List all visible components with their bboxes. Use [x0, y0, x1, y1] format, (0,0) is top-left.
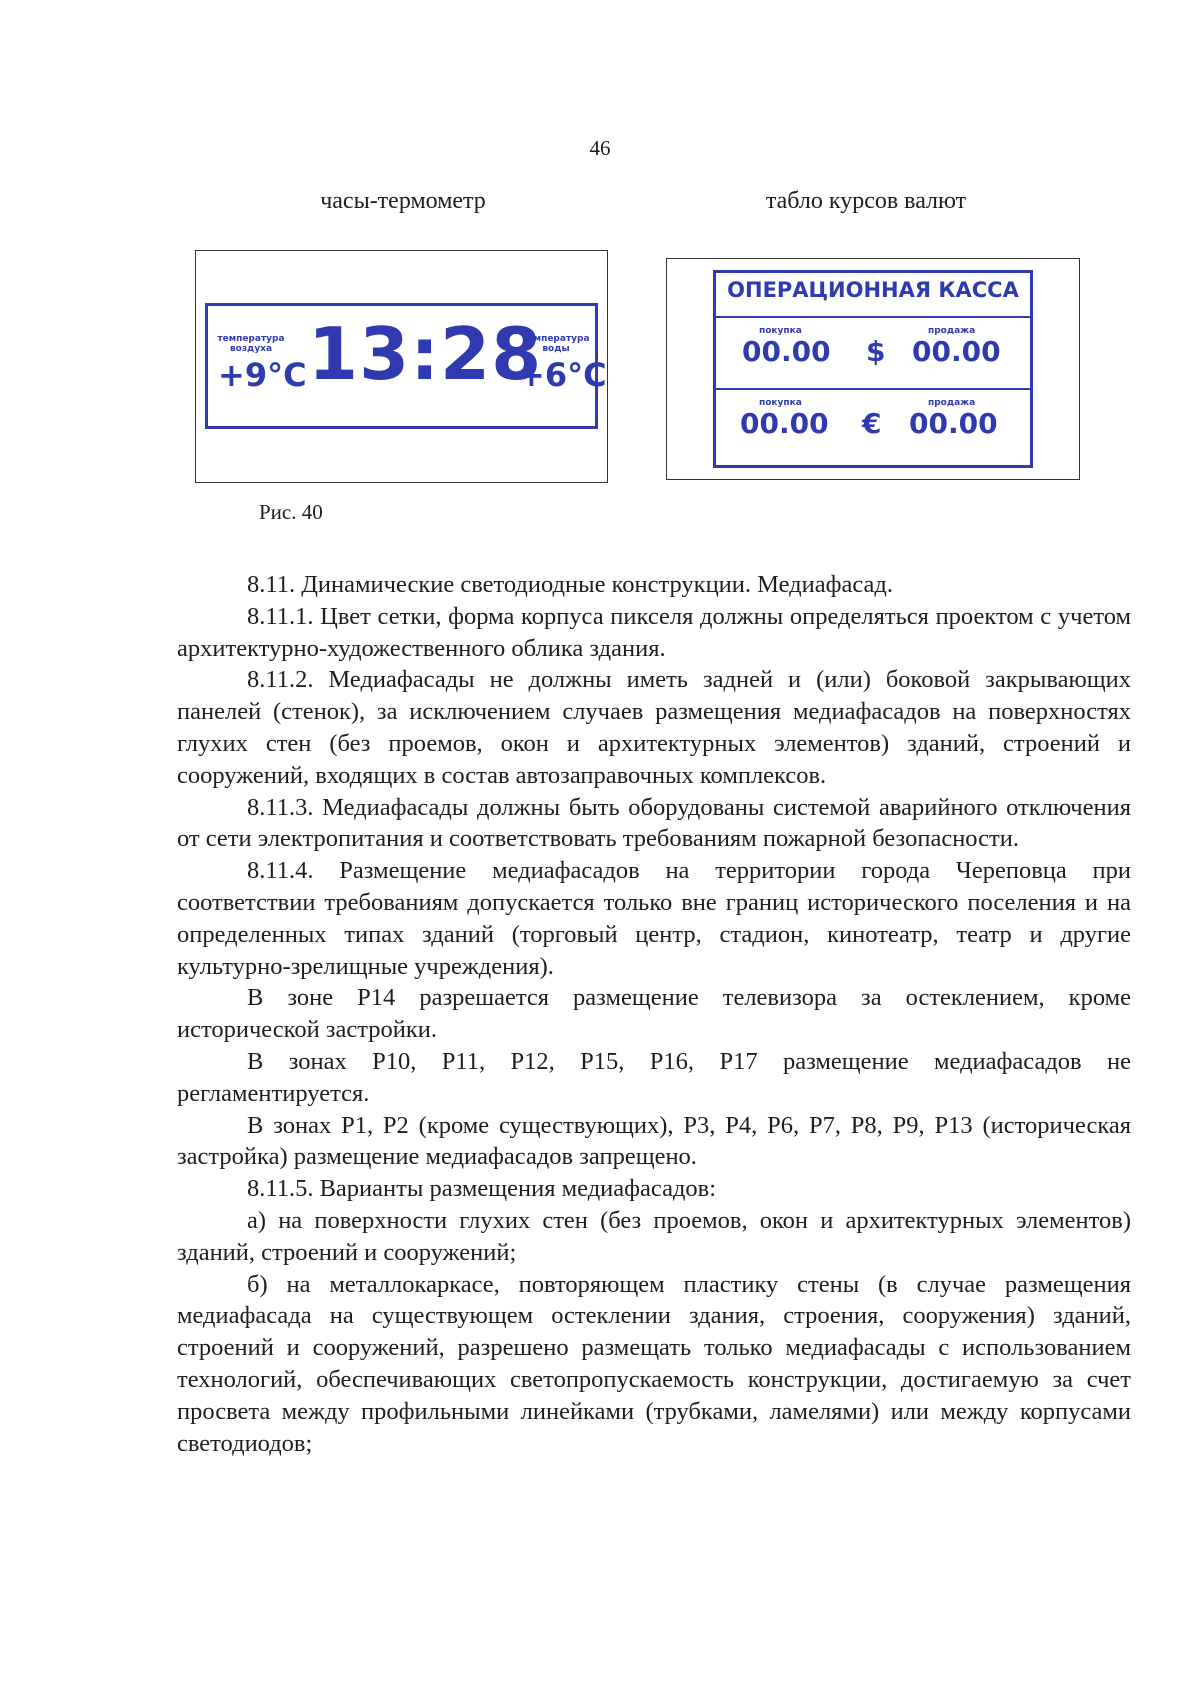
eur-sell-value: 00.00 — [909, 407, 998, 440]
water-temp-label-line2: воды — [542, 344, 570, 354]
figure-caption-clock: часы-термометр — [320, 188, 486, 214]
dollar-icon: $ — [866, 335, 886, 368]
paragraph-8-11-5: 8.11.5. Варианты размещения медиафасадов: — [247, 1175, 717, 1203]
currency-board — [713, 270, 1033, 468]
currency-divider-middle — [716, 388, 1030, 390]
water-temp: +6°C — [518, 356, 607, 394]
water-temp-label-line1: температура — [522, 334, 590, 344]
paragraph-zone-p14: В зоне Р14 разрешается размещение телевизора за остеклением, кроме исторической застройки. — [177, 984, 1131, 1044]
paragraph-8-11: 8.11. Динамические светодиодные конструкции. Медиафасад. — [247, 571, 894, 598]
water-temp-label — [521, 334, 591, 354]
air-temp: +9°C — [218, 356, 307, 394]
paragraph-8-11-1: 8.11.1. Цвет сетки, форма корпуса пикселя должны определяться проектом с учетом архитектурно-художественного облика здания. — [177, 602, 1131, 662]
page-number: 46 — [589, 136, 611, 160]
figure-caption-currency: табло курсов валют — [765, 188, 967, 214]
air-temp-label — [216, 334, 286, 354]
clock-display — [205, 303, 607, 429]
paragraph-zones-unregulated: В зонах Р10, Р11, Р12, Р15, Р16, Р17 размещение медиафасадов не регламентируется. — [177, 1047, 1131, 1107]
usd-sell-value: 00.00 — [912, 335, 1001, 368]
usd-buy-value: 00.00 — [742, 335, 831, 368]
air-temp-label-line2: воздуха — [229, 344, 273, 354]
usd-buy-label: покупка — [759, 326, 802, 336]
currency-divider-top — [716, 316, 1030, 318]
currency-board-title: ОПЕРАЦИОННАЯ КАССА — [727, 278, 1019, 302]
usd-sell-label: продажа — [928, 326, 976, 336]
paragraph-option-a: а) на поверхности глухих стен (без проемов, окон и архитектурных элементов) зданий, строений и сооружений; — [177, 1206, 1131, 1266]
clock-time: 13:28 — [308, 312, 543, 396]
eur-sell-label: продажа — [928, 398, 976, 408]
eur-buy-value: 00.00 — [740, 407, 829, 440]
paragraph-option-b: б) на металлокаркасе, повторяющем пластику стены (в случае размещения медиафасада на существующем остеклении здания, строения, сооружения) зданий, строений и сооружений, разрешено размещать только медиафасады с использованием технологий, обеспечивающих светопропускаемость конструкции, достигаемую за счет просвета между профильными линейками (трубками, ламелями) или между корпусами светодиодов; — [177, 1270, 1131, 1457]
paragraph-zones-prohibited: В зонах Р1, Р2 (кроме существующих), Р3, Р4, Р6, Р7, Р8, Р9, Р13 (историческая застройка) размещение медиафасадов запрещено. — [177, 1111, 1131, 1171]
euro-icon: € — [862, 407, 882, 440]
paragraph-8-11-2: 8.11.2. Медиафасады не должны иметь задней и (или) боковой закрывающих панелей (стенок), за исключением случаев размещения медиафасадов на поверхностях глухих стен (без проемов, окон и архитектурных элементов) зданий, строений и сооружений, входящих в состав автозаправочных комплексов. — [177, 666, 1131, 789]
eur-buy-label: покупка — [759, 398, 802, 408]
paragraph-8-11-3: 8.11.3. Медиафасады должны быть оборудованы системой аварийного отключения от сети электропитания и соответствовать требованиям пожарной безопасности. — [177, 793, 1131, 853]
body-text — [177, 569, 1131, 1459]
figure-label: Рис. 40 — [259, 500, 323, 524]
paragraph-8-11-4: 8.11.4. Размещение медиафасадов на территории города Череповца при соответствии требованиям допускается только вне границ исторического поселения и на определенных типах зданий (торговый центр, стадион, кинотеатр, театр и другие культурно-зрелищные учреждения). — [177, 857, 1131, 980]
air-temp-label-line1: температура — [217, 334, 285, 344]
